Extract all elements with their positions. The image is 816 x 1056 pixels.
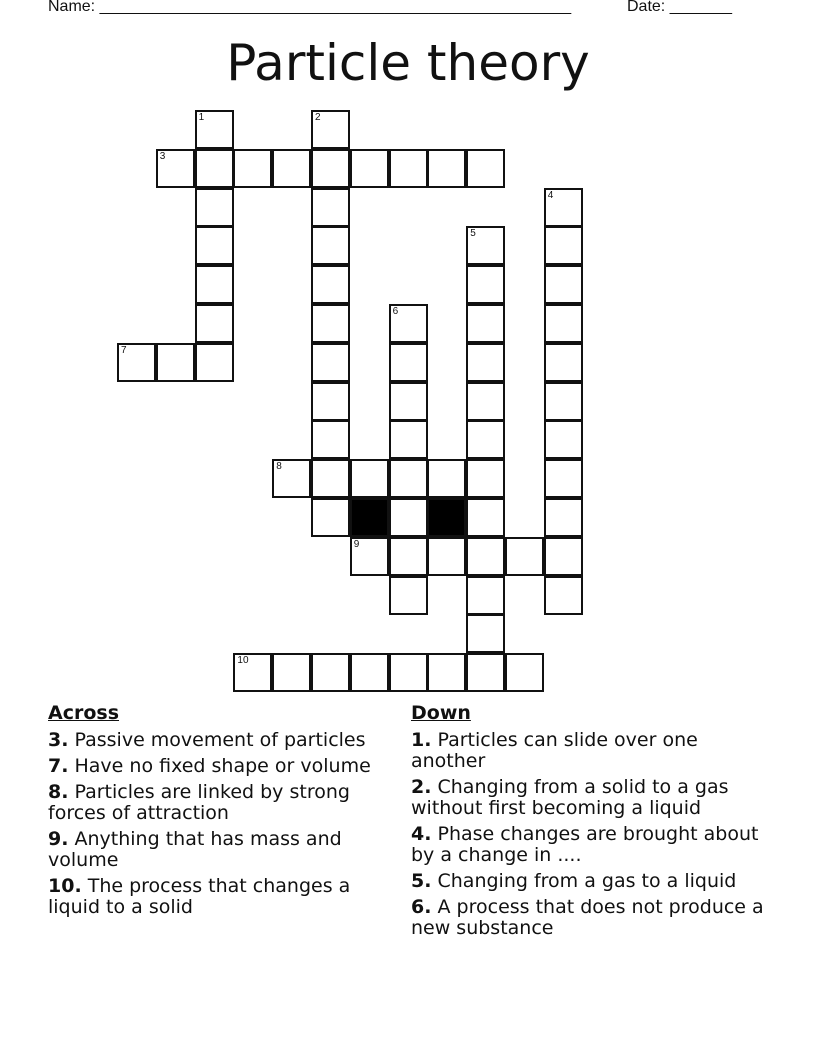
crossword-cell[interactable]: [350, 537, 389, 576]
crossword-cell[interactable]: [466, 420, 505, 459]
crossword-cell[interactable]: [389, 653, 428, 692]
clue-number-label: 2: [315, 112, 321, 123]
clue-down-6: [411, 897, 771, 939]
clue-number: 5.: [411, 870, 432, 892]
clue-number: 10.: [48, 875, 82, 897]
crossword-cell[interactable]: [544, 420, 583, 459]
crossword-cell[interactable]: [311, 265, 350, 304]
crossword-cell[interactable]: [389, 537, 428, 576]
clue-text: A process that does not produce a new substance: [411, 896, 764, 939]
black-cell: [350, 498, 389, 537]
crossword-cell[interactable]: [544, 498, 583, 537]
clue-number-label: 6: [392, 306, 399, 317]
crossword-cell[interactable]: [156, 343, 195, 382]
crossword-cell[interactable]: [544, 343, 583, 382]
crossword-cell[interactable]: [389, 149, 428, 188]
crossword-cell[interactable]: [389, 382, 428, 421]
crossword-cell[interactable]: [427, 653, 466, 692]
crossword-cell[interactable]: [311, 653, 350, 692]
crossword-cell[interactable]: [195, 304, 234, 343]
crossword-cell[interactable]: [544, 459, 583, 498]
across-heading: Across: [48, 702, 120, 724]
crossword-cell[interactable]: [195, 110, 234, 149]
clue-number: 9.: [48, 828, 69, 850]
crossword-cell[interactable]: [389, 576, 428, 615]
crossword-cell[interactable]: [389, 459, 428, 498]
down-heading: Down: [411, 702, 471, 724]
crossword-cell[interactable]: [311, 149, 350, 188]
clue-down-2: [411, 777, 771, 819]
crossword-cell[interactable]: [195, 226, 234, 265]
clue-text: Changing from a solid to a gas without first becoming a liquid: [411, 776, 729, 819]
clue-number-label: 7: [121, 344, 127, 356]
crossword-cell[interactable]: [466, 498, 505, 537]
crossword-cell[interactable]: [544, 188, 583, 227]
clue-text: Phase changes are brought about by a change in ....: [411, 823, 759, 866]
clue-number-label: 5: [470, 228, 476, 240]
name-field-label[interactable]: Name: _____________________________________________________: [48, 0, 572, 15]
clue-number-label: 1: [198, 112, 205, 123]
clue-across-8: [48, 782, 393, 824]
crossword-cell[interactable]: [311, 420, 350, 459]
crossword-cell[interactable]: [466, 226, 505, 265]
clue-number-label: 4: [547, 189, 554, 201]
clue-across-7: [48, 756, 393, 777]
crossword-cell[interactable]: [156, 149, 195, 188]
clue-text: Passive movement of particles: [74, 729, 366, 751]
clue-number-label: 10: [237, 655, 249, 667]
crossword-cell[interactable]: [311, 110, 350, 149]
crossword-cell[interactable]: [272, 149, 311, 188]
clue-number: 7.: [48, 755, 69, 777]
clue-across-10: [48, 876, 393, 918]
clue-text: Changing from a gas to a liquid: [437, 870, 737, 892]
crossword-cell[interactable]: [311, 459, 350, 498]
crossword-cell[interactable]: [195, 188, 234, 227]
crossword-cell[interactable]: [272, 653, 311, 692]
crossword-cell[interactable]: [466, 576, 505, 615]
clue-text: Anything that has mass and volume: [48, 828, 342, 871]
clue-number: 4.: [411, 823, 432, 845]
crossword-cell[interactable]: [311, 382, 350, 421]
crossword-cell[interactable]: [233, 149, 272, 188]
across-clues: [48, 702, 393, 923]
crossword-cell[interactable]: [233, 653, 272, 692]
black-cell: [427, 498, 466, 537]
crossword-cell[interactable]: [544, 304, 583, 343]
clue-number: 1.: [411, 729, 432, 751]
crossword-cell[interactable]: [466, 537, 505, 576]
date-field-label[interactable]: Date: _______: [627, 0, 732, 15]
clue-number: 8.: [48, 781, 69, 803]
crossword-cell[interactable]: [350, 653, 389, 692]
clue-number-label: 9: [353, 538, 360, 550]
crossword-cell[interactable]: [505, 537, 544, 576]
crossword-cell[interactable]: [311, 498, 350, 537]
crossword-cell[interactable]: [466, 304, 505, 343]
crossword-cell[interactable]: [466, 614, 505, 653]
crossword-cell[interactable]: [544, 382, 583, 421]
crossword-cell[interactable]: [427, 459, 466, 498]
crossword-cell[interactable]: [427, 149, 466, 188]
clue-down-5: [411, 871, 771, 892]
clue-text: Particles are linked by strong forces of attraction: [48, 781, 350, 824]
crossword-cell[interactable]: [466, 459, 505, 498]
clue-text: Have no fixed shape or volume: [74, 755, 371, 777]
clue-number: 2.: [411, 776, 432, 798]
crossword-cell[interactable]: [311, 188, 350, 227]
crossword-cell[interactable]: [389, 420, 428, 459]
crossword-cell[interactable]: [466, 149, 505, 188]
clue-text: The process that changes a liquid to a solid: [48, 875, 351, 918]
crossword-cell[interactable]: [544, 576, 583, 615]
clue-across-3: [48, 730, 393, 751]
clue-down-1: [411, 730, 771, 772]
clue-text: Particles can slide over one another: [411, 729, 698, 772]
crossword-cell[interactable]: [466, 343, 505, 382]
clue-number: 6.: [411, 896, 432, 918]
clue-number: 3.: [48, 729, 69, 751]
crossword-cell[interactable]: [389, 498, 428, 537]
crossword-cell[interactable]: [195, 149, 234, 188]
crossword-cell[interactable]: [311, 226, 350, 265]
crossword-cell[interactable]: [350, 149, 389, 188]
crossword-cell[interactable]: [350, 459, 389, 498]
down-clues: [411, 702, 771, 944]
crossword-cell[interactable]: [195, 343, 234, 382]
crossword-cell[interactable]: [466, 382, 505, 421]
crossword-cell[interactable]: [195, 265, 234, 304]
crossword-cell[interactable]: [117, 343, 156, 382]
crossword-cell[interactable]: [466, 653, 505, 692]
crossword-cell[interactable]: [544, 265, 583, 304]
clue-number-label: 3: [159, 150, 166, 162]
clue-down-4: [411, 824, 771, 866]
crossword-cell[interactable]: [544, 537, 583, 576]
crossword-cell[interactable]: [505, 653, 544, 692]
crossword-cell[interactable]: [311, 343, 350, 382]
crossword-cell[interactable]: [272, 459, 311, 498]
page-title: Particle theory: [226, 34, 590, 92]
crossword-cell[interactable]: [427, 537, 466, 576]
crossword-cell[interactable]: [544, 226, 583, 265]
crossword-cell[interactable]: [466, 265, 505, 304]
crossword-cell[interactable]: [389, 343, 428, 382]
crossword-cell[interactable]: [389, 304, 428, 343]
clue-across-9: [48, 829, 393, 871]
clue-number-label: 8: [276, 461, 282, 473]
crossword-cell[interactable]: [311, 304, 350, 343]
